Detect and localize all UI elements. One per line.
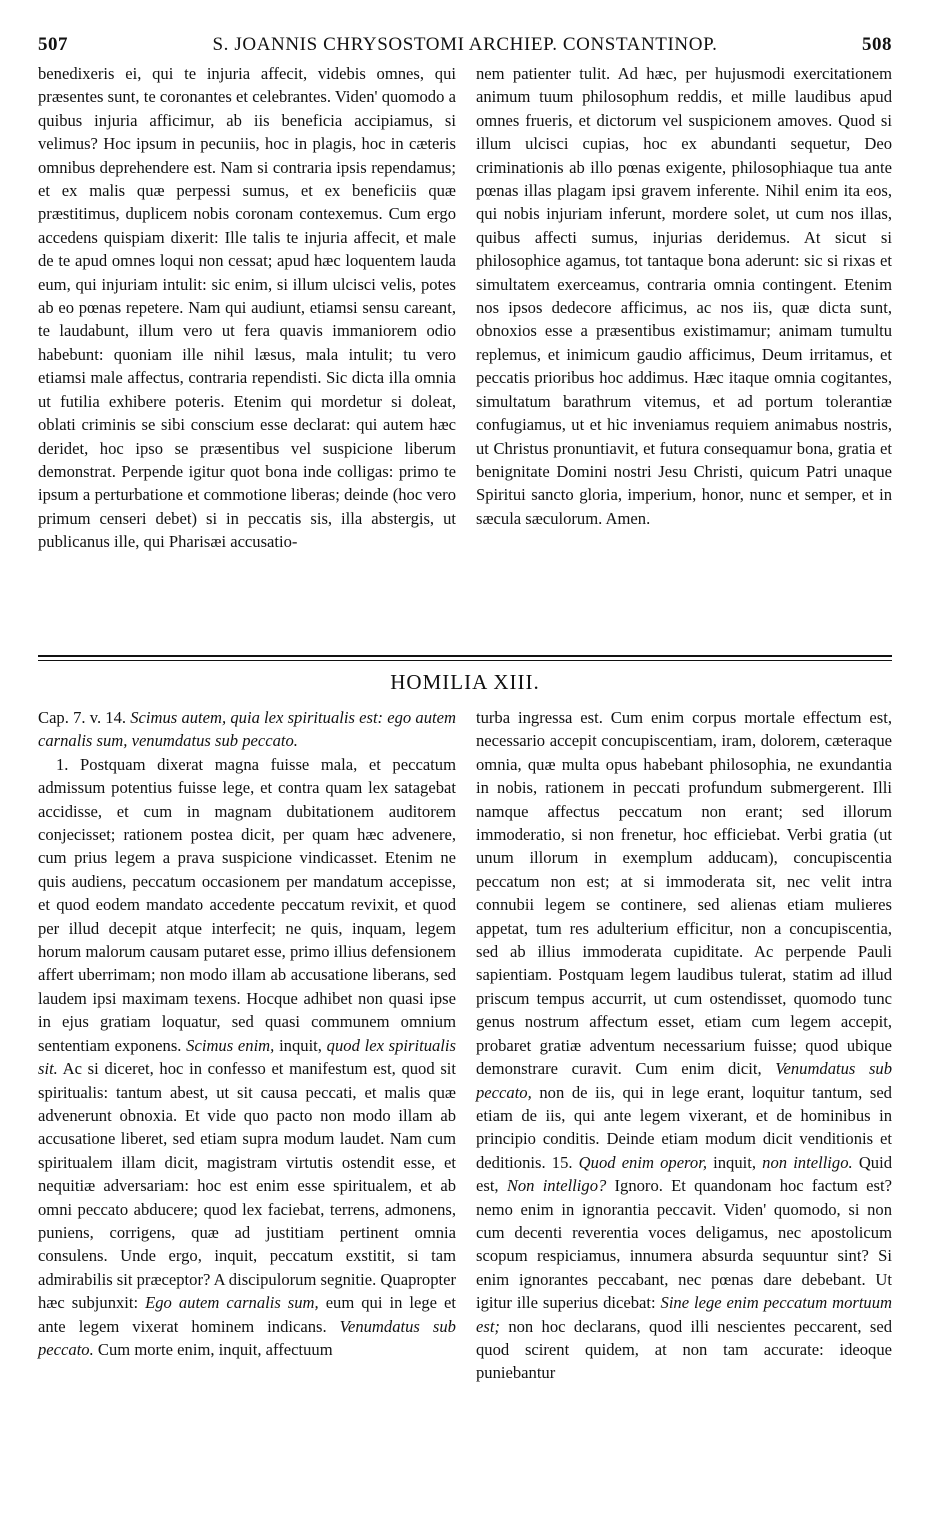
quote-non-intelligo-2: Non intelligo? — [506, 1176, 607, 1196]
homily-title: HOMILIA XIII. — [390, 670, 540, 694]
right-p6: non hoc declarans, quod illi nescientes peccarent, sed quod scirent quidem, at non tam accurate: ideoque puniebantur — [476, 1316, 892, 1383]
section-divider-thin — [38, 660, 892, 661]
quote-venumdatus: Venumdatus sub peccato. — [38, 1316, 456, 1359]
chapter-heading — [38, 706, 456, 753]
running-header — [38, 34, 892, 58]
left-p2: inquit, — [279, 1035, 322, 1055]
section-divider — [38, 655, 892, 657]
left-p4: eum qui in lege et ante legem vixerat hominem indicans. — [38, 1293, 456, 1336]
running-title: S. JOANNIS CHRYSOSTOMI ARCHIEP. CONSTANTINOP. — [212, 34, 718, 55]
quote-sine-lege: Sine lege enim peccatum mortuum est; — [476, 1293, 893, 1336]
quote-scimus: Scimus enim, — [186, 1035, 275, 1055]
top-right-column — [476, 62, 892, 530]
right-p2: non de iis, qui in lege erant, loquitur tantum, sed etiam de iis, qui ante legem vixerant, et de hominibus in principio conditis. Deinde etiam modum dicit venditionis et deditionis. — [476, 1082, 892, 1172]
top-left-column — [38, 62, 456, 554]
bottom-right-column — [476, 706, 892, 1385]
quote-non-intelligo: non intelligo. — [762, 1152, 853, 1172]
verse-number-15: 15. — [551, 1152, 573, 1172]
quote-carnalis: Ego autem carnalis sum, — [145, 1293, 319, 1313]
top-left-text: benedixeris ei, qui te injuria affecit, videbis omnes, qui præsentes sunt, te coronantes et celebrantes. Viden' quomodo a quibus injuria afficimur, ab iis beneficia accipiamus, si velimus? Hoc ipsum in pecuniis, hoc in plagis, hoc in cæteris omnibus deprehendere est. Nam si contraria ipsis rependamus; et ex malis quæ perpessi sumus, et ex beneficiis quæ præstitimus, duplicem nobis coronam contexemus. Cum ergo accedens quispiam dixerit: Ille talis te injuria affecit, et male de te apud omnes loqui non cessat; apud hæc loquentem lauda eum, qui injuriam intulit: sic enim, si illum ulcisci velis, potes ab eo pœnas repetere. Nam qui audiunt, etiamsi sensu careant, te laudabunt, illum vero ut fera quavis immaniorem odio habebunt: quoniam ille nihil læsus, mala intulit; tu vero etiamsi male affectus, contraria rependisti. Sic dicta illa omnia ut futilia exhibere poteris. Etenim qui mordetur si doleat, oblati criminis se sibi conscium esse declarat: qui autem hæc deridet, hoc ipso se præsentibus vel suspicione liberum demonstrat. Perpende igitur quot bona inde colligas: primo te ipsum a perturbatione et commotione liberas; deinde (hoc vero primum censeri debet) si in peccatis sis, illa abstergis, ut publicanus ille, qui Pharisæi accusatio- — [38, 64, 456, 552]
quote-venumdatus-2: Venumdatus sub peccato, — [476, 1059, 893, 1102]
right-p1: turba ingressa est. Cum enim corpus mortale effectum est, necessario accepit concupiscentiam, iram, dolorem, cæteraque omnia, quæ multa opus habebant philosophia, ne exundantia in nobis, rationem in peccati profundum submergerent. Illi namque affectus peccatum non erant; sed illorum immoderatio, si non frenetur, hoc efficiebat. Verbi gratia (ut unum illorum in exemplum adducam), concupiscentia peccatum non est; at si immoderata sit, nec velit intra connubii legem se continere, sed alienas etiam mulieres appetat, tum res adulterium efficitur, non a concupiscentia, sed ab illius immoderata cupiditate. Ac perpende Pauli sapientiam. Postquam legem laudibus tulerat, statim ad illud priscum tempus accurrit, ut cum ostendisset, quomodo tunc genus nostrum affectum esset, etiam cum legem accepit, probaret gratiæ adventum necessarium fuisse; quod ubique demonstrare curavit. Cum enim dicit, — [476, 708, 892, 1079]
quote-operor: Quod enim operor, — [578, 1152, 707, 1172]
right-p4: Quid est, — [476, 1152, 892, 1196]
paragraph-1-cont — [476, 706, 892, 1385]
paragraph-1 — [38, 753, 456, 1362]
left-p3: Ac si diceret, hoc in confesso et manifestum est, quod sit spiritualis: tantum abest, ut sit causa peccati, et malis quæ advenerunt obnoxia. Et vide quo pacto non modo illam ab accusatione liberet, sed etiam supra modum laudet. Nam cum spiritualem illam dicit, magistram virtutis ostendit esse, et nequitiæ adversariam: hoc est enim esse spiritualem, et ab omni peccato abducere; quod lex faciebat, terrens, admonens, puniens, corrigens, quæ ad justitiam pertinent omnia consulens. Unde ergo, inquit, peccatum exstitit, si tam admirabilis sit præceptor? A discipulorum segnitie. Quapropter hæc subjunxit: — [38, 1059, 457, 1313]
right-page-number: 508 — [862, 34, 892, 55]
right-p3: inquit, — [713, 1152, 756, 1172]
top-right-text: nem patienter tulit. Ad hæc, per hujusmodi exercitationem animum tuum philosophum reddis, et mille laudibus apud omnes frueris, et dictorum vel suspicionem amoves. Quod si illum ulcisci cupias, hoc ex abundanti sequetur, Deo criminationis ab illo pœnas exigente, philosophiaque tua ante pœnas illas plagam ipsi gravem inferente. Nihil enim ita eos, qui nobis injuriam inferunt, mordere solet, ut cum nos illas, quibus affecti sumus, injurias deridemus. At sicut si philosophice agamus, tot tantaque bona aderunt: sic si rixas et simultatem exerceamus, contraria omnia contingent. Etenim nos ipsos dedecore afficimus, ac nos iis, quæ dicta sunt, obnoxios esse a præsentibus existimamur; animam tumultu replemus, et inimicum gaudio afficimus, Deum irritamus, et peccatis prioribus hoc addimus. Hæc itaque omnia cogitantes, simultatum barathrum vitemus, et ad portum tolerantiæ confugiamus, ut et hic inveniamus requiem animabus nostris, ut Christus pronuntiavit, et futura consequamur bona, gratia et benignitate Domini nostri Jesu Christi, quicum Patri unaque Spiritui sancto gloria, imperium, honor, nunc et semper, et in sæcula sæculorum. Amen. — [476, 64, 892, 528]
chapter-verse: Scimus autem, quia lex spiritualis est: ego autem carnalis sum, venumdatus sub peccato. — [38, 708, 456, 751]
section-number: 1. — [56, 754, 69, 774]
left-p1: Postquam dixerat magna fuisse mala, et peccatum admissum potentius fuisse lege, et contra quam lex satagebat accidisse, et cum in magnam dubitationem auditorem conjecisset; rationem postea dicit, per quam hæc advenere, cum prius legem a prava suspicione vindicasset. Etenim ne quis audiens, peccatum occasionem per mandatum accepisse, et quod eodem mandato accedente peccatum revixit, et quod per illud decepit atque interfecit; ne quis, inquam, legem horum malorum causam putaret esse, primo illius defensionem affert uberrimam; non modo illam ab accusatione liberans, sed laudem ipsi maximam texens. Hocque adhibet non quasi ipse in ejus gratiam loquatur, sed quasi communem omnium sententiam exponens. — [38, 754, 456, 1055]
quote-lex-spiritualis: quod lex spiritualis sit. — [38, 1035, 456, 1079]
left-page-number: 507 — [38, 34, 68, 55]
right-p5: Ignoro. Et quandonam hoc factum est? nemo enim in ignorantia peccavit. Viden' quomodo, si non cum decenti reverentia voces deligamus, nec apostolicum scopum respiciamus, innumera absurda sequuntur sint? Si enim ignorantes peccabant, nec pœnas dare debebant. Ut igitur ille superius dicebat: — [476, 1176, 892, 1313]
chapter-ref: Cap. 7. v. 14. — [38, 708, 127, 727]
left-p5: Cum morte enim, inquit, affectuum — [97, 1339, 333, 1359]
bottom-left-column — [38, 706, 456, 1361]
